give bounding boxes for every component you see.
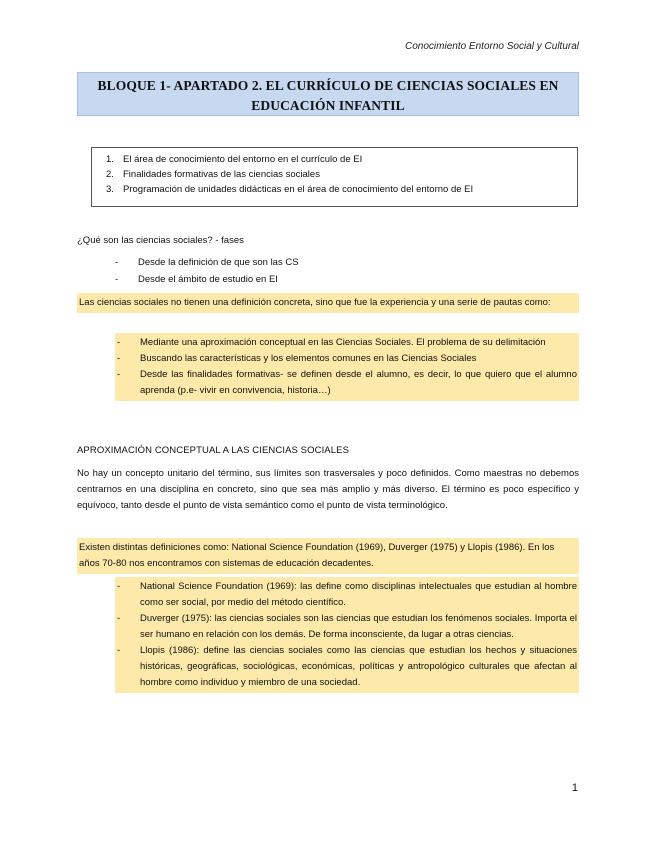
phase-text: Desde el ámbito de estudio en EI xyxy=(138,274,278,285)
contents-item-text: El área de conocimiento del entorno en el currículo de EI xyxy=(123,154,363,165)
phase-item xyxy=(115,272,278,287)
question-line: ¿Qué son las ciencias sociales? - fases xyxy=(77,235,244,246)
contents-item-number: 3. xyxy=(106,184,114,195)
definitions-intro-highlight xyxy=(77,538,579,574)
author-item xyxy=(117,579,577,611)
bullet-dash: - xyxy=(117,337,121,348)
definition-item-text: Desde las finalidades formativas- se definen desde el alumno, es decir, lo que quiero que el alumno aprenda (p.e- vivir en convivencia, historia…) xyxy=(140,369,577,396)
bullet-dash: - xyxy=(117,613,121,624)
title-line-2: EDUCACIÓN INFANTIL xyxy=(251,98,405,113)
page-number: 1 xyxy=(571,782,578,794)
bullet-dash: - xyxy=(117,581,121,592)
contents-list xyxy=(91,147,578,207)
section-title-box xyxy=(77,72,579,116)
author-item-text: Duverger (1975): las ciencias sociales son las ciencias que estudian los fenómenos sociales. Importa el ser humano en relación con los demás. De forma inconsciente, da lugar a otras ciencias. xyxy=(140,613,577,640)
bullet-dash: - xyxy=(117,369,121,380)
author-item-text: National Science Foundation (1969): las define como disciplinas intelectuales que estudian al hombre como ser social, por medio del método científico. xyxy=(140,581,577,608)
author-item xyxy=(117,611,577,643)
definition-item-text: Mediante una aproximación conceptual en las Ciencias Sociales. El problema de su delimitación xyxy=(140,337,546,348)
contents-item-number: 1. xyxy=(106,154,114,165)
definition-item xyxy=(117,351,577,367)
definition-intro-text: Las ciencias sociales no tienen una definición concreta, sino que fue la experiencia y una serie de pautas como: xyxy=(79,297,551,308)
definition-item xyxy=(117,335,577,351)
bullet-dash: - xyxy=(115,257,119,268)
definition-item-text: Buscando las características y los elementos comunes en las Ciencias Sociales xyxy=(140,353,477,364)
definition-list-highlight xyxy=(115,333,579,401)
definition-item xyxy=(117,367,577,399)
author-item xyxy=(117,643,577,691)
definitions-intro-text: Existen distintas definiciones como: National Science Foundation (1969), Duverger (1975) y Llopis (1986). En los años 70-80 nos encontramos con sistemas de educación decadentes. xyxy=(79,542,555,569)
bullet-dash: - xyxy=(117,353,121,364)
author-item-text: Llopis (1986): define las ciencias sociales como las ciencias que estudian los hechos y situaciones históricas, geográficas, sociológicas, económicas, políticas y antropológico culturales que afectan al hombre como individuo y miembro de una sociedad. xyxy=(140,645,577,688)
concept-paragraph: No hay un concepto unitario del término, sus límites son trasversales y poco definidos. Como maestras no debemos centrarnos en una disciplina en concreto, sino que sea más amplio y más diverso. El término es poco específico y equívoco, tanto desde el punto de vista semántico como el punto de vista terminológico. xyxy=(77,468,579,511)
section-heading: APROXIMACIÓN CONCEPTUAL A LAS CIENCIAS SOCIALES xyxy=(77,445,350,456)
running-header: Conocimiento Entorno Social y Cultural xyxy=(405,41,579,52)
contents-item xyxy=(92,152,577,167)
contents-item-text: Finalidades formativas de las ciencias sociales xyxy=(123,169,320,180)
definition-intro-highlight xyxy=(77,293,579,313)
contents-item-text: Programación de unidades didácticas en el área de conocimiento del entorno de EI xyxy=(123,184,474,195)
contents-item-number: 2. xyxy=(106,169,114,180)
phase-text: Desde la definición de que son las CS xyxy=(138,257,299,268)
bullet-dash: - xyxy=(115,274,119,285)
authors-list-highlight xyxy=(115,577,579,693)
title-line-1: BLOQUE 1- APARTADO 2. EL CURRÍCULO DE CIENCIAS SOCIALES EN xyxy=(97,78,559,93)
phase-item xyxy=(115,255,299,270)
contents-item xyxy=(92,182,577,197)
bullet-dash: - xyxy=(117,645,121,656)
contents-item xyxy=(92,167,577,182)
